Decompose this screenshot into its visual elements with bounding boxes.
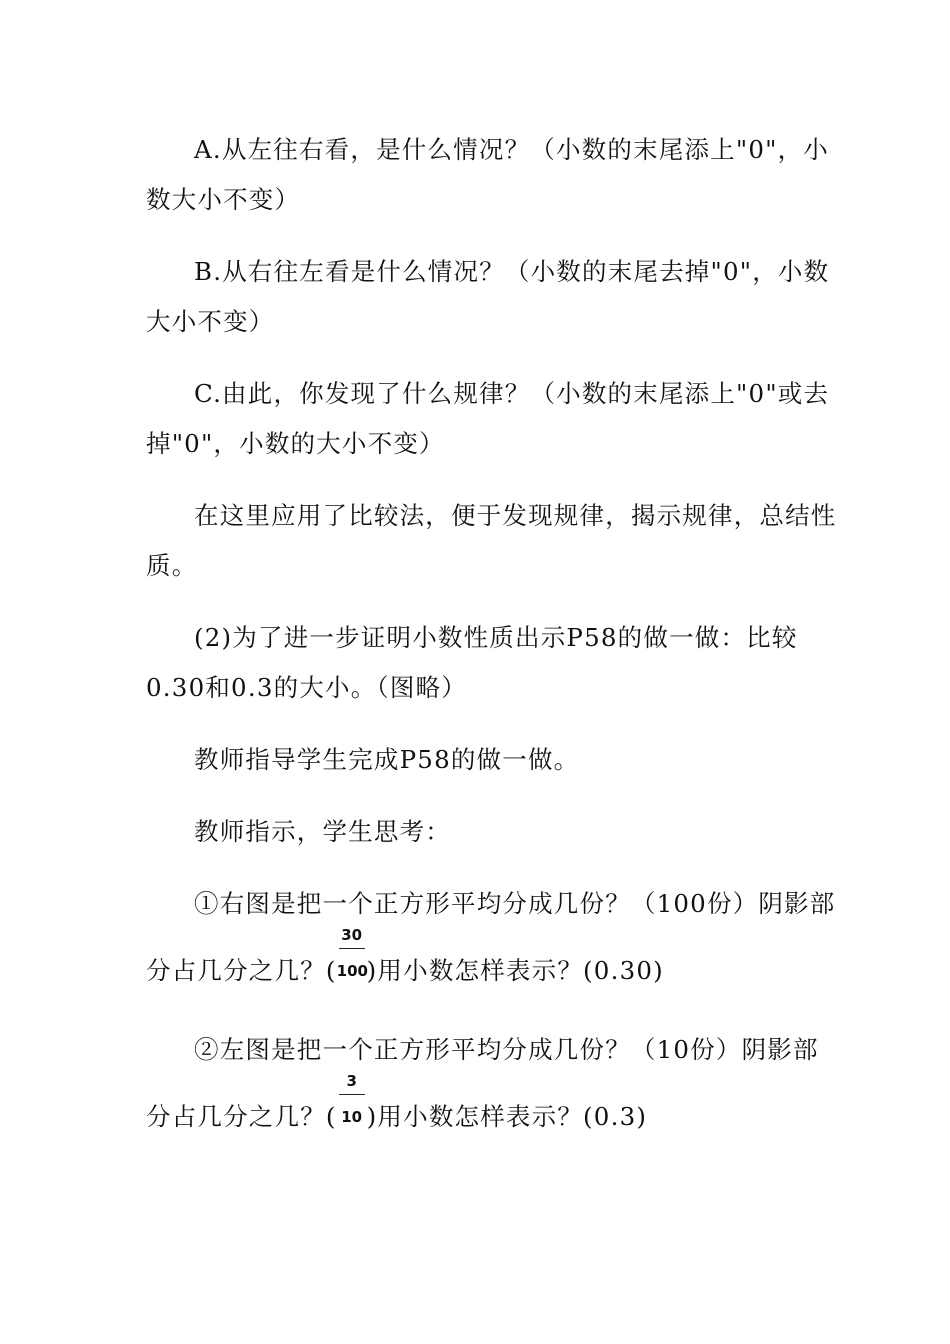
question-2-line1: ②左图是把一个正方形平均分成几份？（10份）阴影部: [194, 1035, 819, 1064]
question-1-line1: ①右图是把一个正方形平均分成几份？（100份）阴影部: [194, 889, 836, 918]
question-1-suffix: )用小数怎样表示？(0.30): [366, 956, 664, 985]
question-1-prefix: 分占几分之几？(: [146, 956, 337, 985]
paragraph-c-line1: C.由此，你发现了什么规律？（小数的末尾添上"0"或去: [194, 379, 830, 408]
question-2-line2: [146, 1072, 648, 1132]
paragraph-a-line1: A.从左往右看，是什么情况？（小数的末尾添上"0"，小: [194, 135, 830, 164]
fraction-3-10: [337, 1072, 367, 1132]
paragraph-teacher-instruct: 教师指示，学生思考：: [194, 817, 451, 846]
question-2-suffix: )用小数怎样表示？(0.3): [366, 1102, 648, 1131]
fraction-bar: [339, 1094, 365, 1095]
paragraph-step2-line2: 0.30和0.3的大小。（图略）: [146, 673, 467, 702]
paragraph-method-line1: 在这里应用了比较法，便于发现规律，揭示规律，总结性: [194, 501, 837, 530]
fraction-30-100: [336, 926, 368, 986]
paragraph-c-line2: 掉"0"，小数的大小不变）: [146, 429, 445, 458]
paragraph-method-line2: 质。: [146, 551, 198, 580]
paragraph-b-line1: B.从右往左看是什么情况？（小数的末尾去掉"0"，小数: [194, 257, 830, 286]
question-1-line2: [146, 926, 664, 986]
fraction-denominator: 100: [336, 962, 368, 980]
paragraph-a-line2: 数大小不变）: [146, 185, 301, 214]
paragraph-b-line2: 大小不变）: [146, 307, 275, 336]
paragraph-teacher-guide: 教师指导学生完成P58的做一做。: [194, 745, 580, 774]
fraction-denominator: 10: [341, 1108, 363, 1126]
paragraph-step2-line1: (2)为了进一步证明小数性质出示P58的做一做：比较: [194, 623, 798, 652]
fraction-bar: [339, 948, 365, 949]
question-2-prefix: 分占几分之几？(: [146, 1102, 337, 1131]
fraction-numerator: 30: [341, 926, 363, 944]
fraction-numerator: 3: [346, 1072, 357, 1090]
